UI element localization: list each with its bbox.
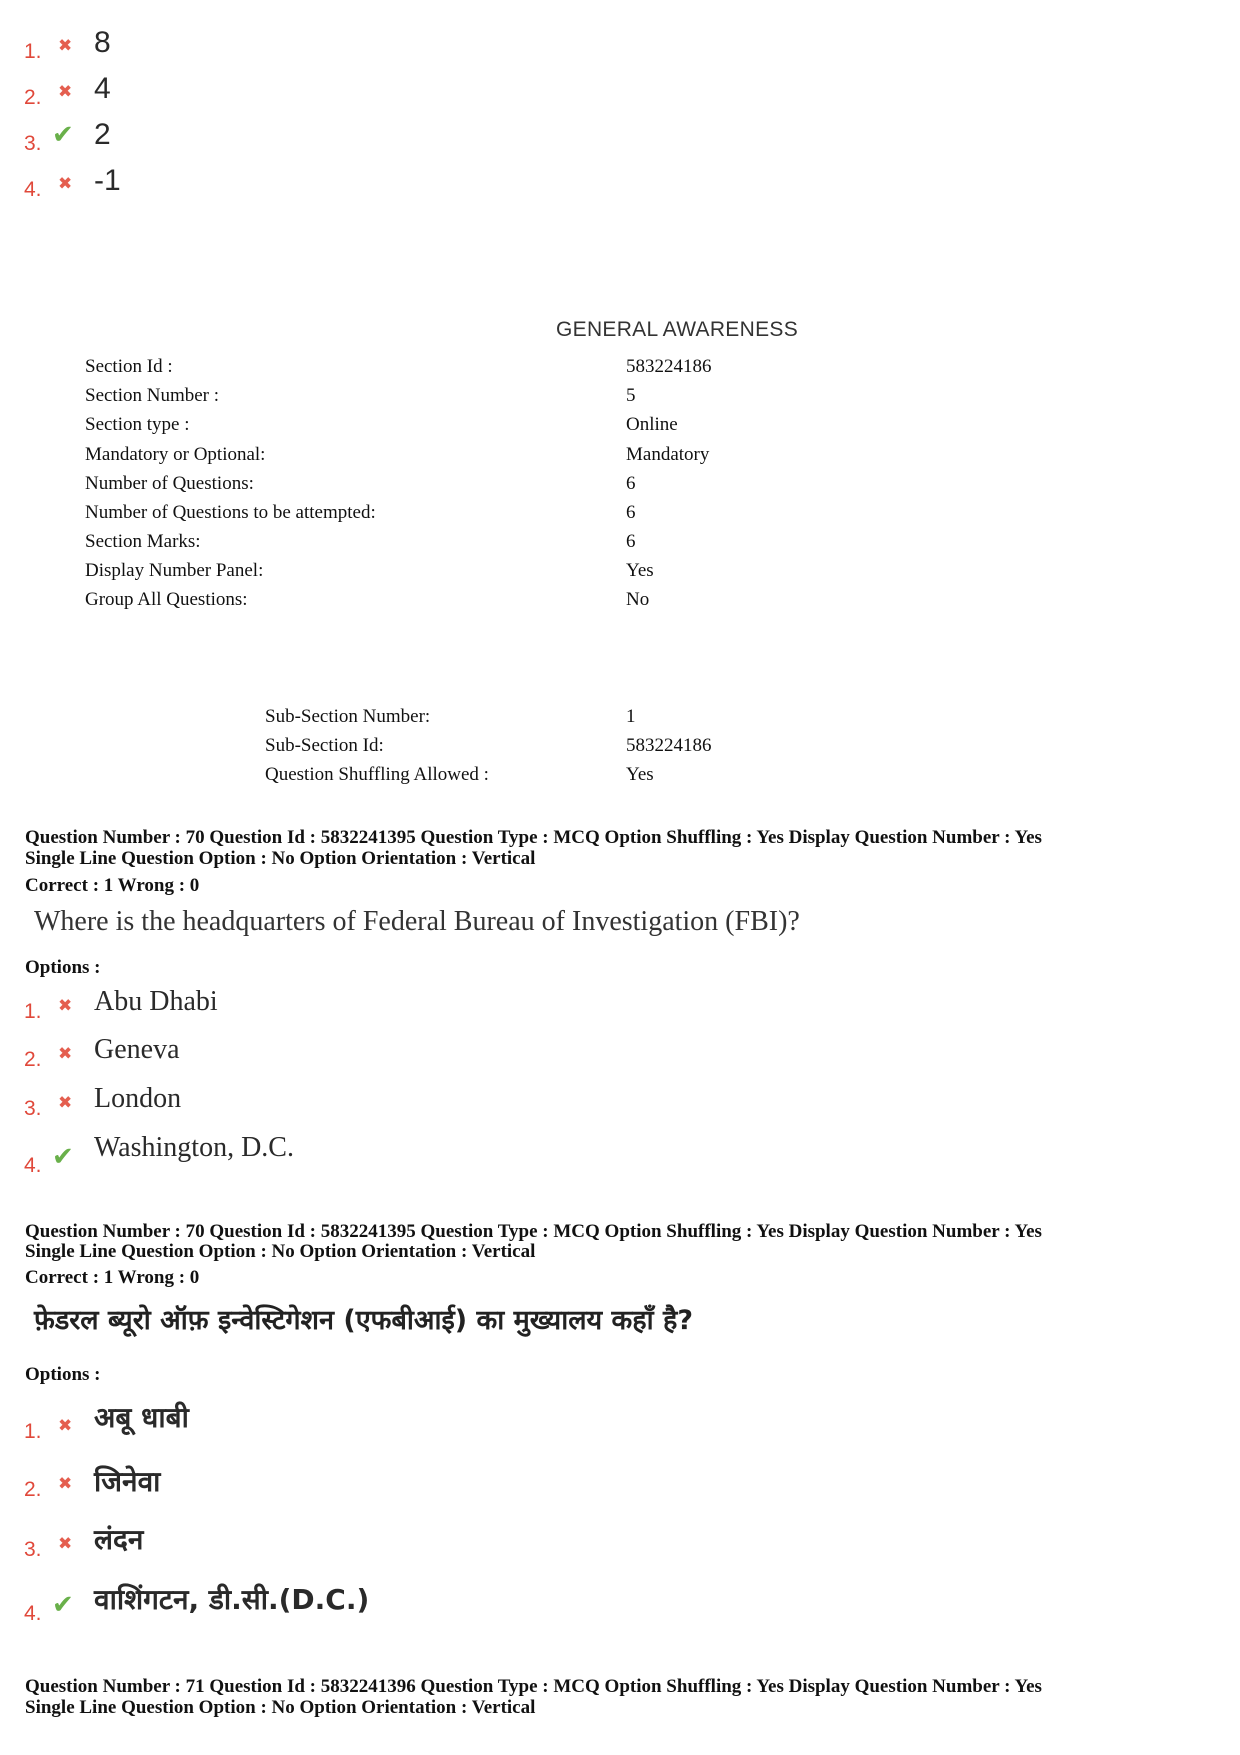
cross-icon: ✖ bbox=[58, 1093, 73, 1113]
cross-icon: ✖ bbox=[58, 1474, 73, 1494]
option-row bbox=[24, 986, 624, 1030]
option-text: अबू धाबी bbox=[94, 1401, 189, 1434]
option-text: Washington, D.C. bbox=[94, 1132, 294, 1163]
option-text: Geneva bbox=[94, 1034, 180, 1065]
option-row bbox=[24, 1083, 624, 1127]
info-label: Sub-Section Id: bbox=[265, 735, 384, 756]
info-label: Mandatory or Optional: bbox=[85, 444, 266, 465]
option-row bbox=[24, 1398, 624, 1442]
option-number: 3. bbox=[24, 1538, 42, 1561]
option-number: 3. bbox=[24, 132, 42, 155]
info-value: Yes bbox=[626, 560, 654, 581]
cross-icon: ✖ bbox=[58, 996, 73, 1016]
option-text: London bbox=[94, 1083, 182, 1114]
info-value: No bbox=[626, 589, 650, 610]
info-label: Display Number Panel: bbox=[85, 560, 264, 581]
option-number: 2. bbox=[24, 1478, 42, 1501]
cross-icon: ✖ bbox=[58, 36, 73, 56]
info-value: 583224186 bbox=[626, 735, 712, 756]
cross-icon: ✖ bbox=[58, 1044, 73, 1064]
option-text: -1 bbox=[94, 164, 121, 197]
cross-icon: ✖ bbox=[58, 82, 73, 102]
section-title: GENERAL AWARENESS bbox=[556, 318, 798, 341]
check-icon: ✔ bbox=[52, 1590, 74, 1620]
question-meta: Single Line Question Option : No Option Orientation : Vertical bbox=[25, 848, 536, 869]
option-number: 3. bbox=[24, 1097, 42, 1120]
option-text: वाशिंगटन, डी.सी.(D.C.) bbox=[94, 1583, 370, 1616]
info-value: Yes bbox=[626, 764, 654, 785]
option-row bbox=[24, 1132, 624, 1176]
option-row bbox=[24, 1522, 624, 1566]
question-text: फ़ेडरल ब्यूरो ऑफ़ इन्वेस्टिगेशन (एफबीआई) का मुख्यालय कहाँ है? bbox=[34, 1305, 694, 1336]
info-value: Online bbox=[626, 414, 678, 435]
option-text: लंदन bbox=[94, 1523, 144, 1556]
info-value: 5 bbox=[626, 385, 636, 406]
info-label: Section type : bbox=[85, 414, 190, 435]
option-row bbox=[24, 120, 624, 164]
option-row bbox=[24, 166, 624, 210]
info-value: 583224186 bbox=[626, 356, 712, 377]
option-number: 4. bbox=[24, 178, 42, 201]
info-label: Section Number : bbox=[85, 385, 220, 406]
info-label: Question Shuffling Allowed : bbox=[265, 764, 489, 785]
option-row bbox=[24, 1580, 624, 1624]
option-text: 2 bbox=[94, 118, 111, 151]
cross-icon: ✖ bbox=[58, 1534, 73, 1554]
option-row bbox=[24, 28, 624, 72]
info-label: Sub-Section Number: bbox=[265, 706, 431, 727]
option-text: 8 bbox=[94, 26, 111, 59]
option-text: जिनेवा bbox=[94, 1465, 161, 1498]
check-icon: ✔ bbox=[52, 1142, 74, 1172]
option-row bbox=[24, 74, 624, 118]
option-number: 4. bbox=[24, 1602, 42, 1625]
option-number: 4. bbox=[24, 1154, 42, 1177]
option-number: 1. bbox=[24, 40, 42, 63]
options-label: Options : bbox=[25, 1364, 101, 1385]
question-marks: Correct : 1 Wrong : 0 bbox=[25, 1267, 200, 1288]
info-label: Section Id : bbox=[85, 356, 173, 377]
info-label: Section Marks: bbox=[85, 531, 201, 552]
cross-icon: ✖ bbox=[58, 1416, 73, 1436]
info-label: Group All Questions: bbox=[85, 589, 248, 610]
options-label: Options : bbox=[25, 957, 101, 978]
cross-icon: ✖ bbox=[58, 174, 73, 194]
info-value: 6 bbox=[626, 502, 636, 523]
question-meta: Question Number : 70 Question Id : 5832241395 Question Type : MCQ Option Shuffling : Yes Display Question Number : Yes bbox=[25, 827, 1042, 848]
option-text: 4 bbox=[94, 72, 111, 105]
option-row bbox=[24, 1464, 624, 1508]
option-number: 2. bbox=[24, 1048, 42, 1071]
info-value: Mandatory bbox=[626, 444, 710, 465]
question-meta: Single Line Question Option : No Option Orientation : Vertical bbox=[25, 1241, 536, 1262]
info-value: 6 bbox=[626, 473, 636, 494]
option-row bbox=[24, 1034, 624, 1078]
check-icon: ✔ bbox=[52, 120, 74, 150]
question-meta: Question Number : 71 Question Id : 5832241396 Question Type : MCQ Option Shuffling : Yes Display Question Number : Yes bbox=[25, 1676, 1042, 1697]
question-meta: Single Line Question Option : No Option Orientation : Vertical bbox=[25, 1697, 536, 1718]
option-number: 1. bbox=[24, 1000, 42, 1023]
info-label: Number of Questions: bbox=[85, 473, 254, 494]
question-meta: Question Number : 70 Question Id : 5832241395 Question Type : MCQ Option Shuffling : Yes Display Question Number : Yes bbox=[25, 1221, 1042, 1242]
info-label: Number of Questions to be attempted: bbox=[85, 502, 376, 523]
question-marks: Correct : 1 Wrong : 0 bbox=[25, 875, 200, 896]
info-value: 1 bbox=[626, 706, 636, 727]
option-text: Abu Dhabi bbox=[94, 986, 218, 1017]
option-number: 1. bbox=[24, 1420, 42, 1443]
question-text: Where is the headquarters of Federal Bureau of Investigation (FBI)? bbox=[34, 906, 800, 937]
info-value: 6 bbox=[626, 531, 636, 552]
option-number: 2. bbox=[24, 86, 42, 109]
